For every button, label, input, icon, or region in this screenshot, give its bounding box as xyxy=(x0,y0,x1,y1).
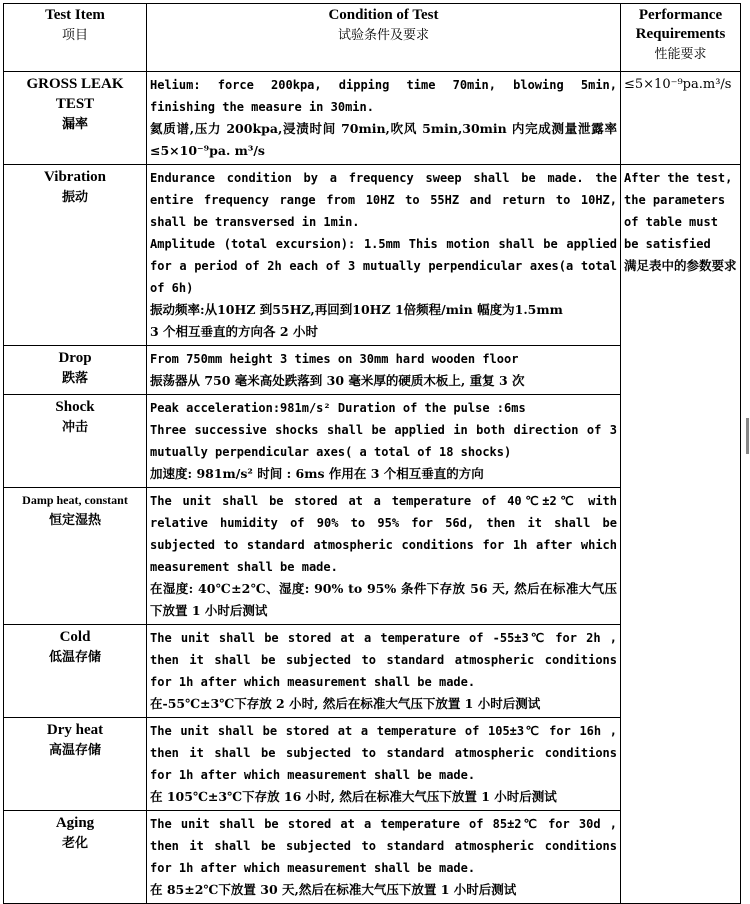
perf-en: After the test, the parameters of table must be satisfied xyxy=(624,171,733,251)
condition-line: The unit shall be stored at a temperature of 40℃±2℃ with relative humidity of 90% to 95% for 56d, then it shall be subjected to standard atmospheric conditions for 1h after which measurement shall be made. xyxy=(150,494,617,574)
condition-line: 在 85±2℃下放置 30 天,然后在标准大气压下放置 1 小时后测试 xyxy=(150,882,517,897)
item-zh: 冲击 xyxy=(61,419,88,434)
header-performance-zh: 性能要求 xyxy=(654,46,707,61)
header-test-item-zh: 项目 xyxy=(61,27,88,42)
header-performance xyxy=(621,4,741,72)
condition-line: 氦质谱,压力 200kpa,浸渍时间 70min,吹风 5min,30min 内完成测量泄露率≤5×10⁻⁹pa. m³/s xyxy=(150,121,617,158)
item-en: Damp heat, constant xyxy=(22,493,128,507)
row-condition xyxy=(147,625,621,718)
row-performance: ≤5×10⁻⁹pa.m³/s xyxy=(621,72,741,165)
item-zh: 跌落 xyxy=(61,370,88,385)
row-item-aging xyxy=(4,811,147,904)
condition-line: The unit shall be stored at a temperature of 105±3℃ for 16h , then it shall be subjected to standard atmospheric conditions for 1h after which measurement shall be made. xyxy=(150,724,617,782)
row-condition xyxy=(147,488,621,625)
row-condition xyxy=(147,718,621,811)
row-item-damp-heat xyxy=(4,488,147,625)
condition-line: 加速度: 981m/s² 时间 : 6ms 作用在 3 个相互垂直的方向 xyxy=(150,466,484,481)
item-zh: 振动 xyxy=(61,189,88,204)
row-condition xyxy=(147,811,621,904)
item-en: Vibration xyxy=(44,169,106,185)
table-row xyxy=(4,72,741,165)
perf-zh: 满足表中的参数要求 xyxy=(624,258,737,273)
item-zh: 老化 xyxy=(61,835,88,850)
item-en: Aging xyxy=(55,815,95,831)
item-en: Dry heat xyxy=(46,722,104,738)
header-test-item xyxy=(4,4,147,72)
header-performance-en1: Performance xyxy=(638,7,723,23)
condition-line: 振动频率:从10HZ 到55HZ,再回到10HZ 1倍频程/min 幅度为1.5mm xyxy=(150,302,563,317)
condition-line: Amplitude (total excursion): 1.5mm This motion shall be applied for a period of 2h each of 3 mutually perpendicular axes(a total of 6h) xyxy=(150,237,617,295)
table-row xyxy=(4,165,741,346)
item-zh: 恒定湿热 xyxy=(48,512,101,527)
row-item-vibration xyxy=(4,165,147,346)
row-item-gross-leak xyxy=(4,72,147,165)
scrollbar-thumb[interactable] xyxy=(746,418,749,454)
item-zh: 高温存储 xyxy=(48,742,101,757)
condition-line: Endurance condition by a frequency sweep shall be made. the entire frequency range from 10HZ to 55HZ and return to 10HZ, shall be transversed in 1min. xyxy=(150,171,617,229)
condition-line: The unit shall be stored at a temperature of 85±2℃ for 30d , then it shall be subjected to standard atmospheric conditions for 1h after which measurement shall be made. xyxy=(150,817,617,875)
test-spec-table xyxy=(3,3,741,904)
header-condition xyxy=(147,4,621,72)
condition-line: 在 105℃±3℃下存放 16 小时, 然后在标准大气压下放置 1 小时后测试 xyxy=(150,789,557,804)
condition-line: 3 个相互垂直的方向各 2 小时 xyxy=(150,324,318,339)
header-test-item-en: Test Item xyxy=(45,7,105,23)
condition-line: 在湿度: 40℃±2℃、湿度: 90% to 95% 条件下存放 56 天, 然后在标准大气压下放置 1 小时后测试 xyxy=(150,581,617,618)
row-condition xyxy=(147,165,621,346)
condition-line: 在-55℃±3℃下存放 2 小时, 然后在标准大气压下放置 1 小时后测试 xyxy=(150,696,541,711)
item-en: Cold xyxy=(59,629,91,645)
row-condition xyxy=(147,395,621,488)
condition-line: 振荡器从 750 毫米高处跌落到 30 毫米厚的硬质木板上, 重复 3 次 xyxy=(150,373,525,388)
condition-line: Three successive shocks shall be applied in both direction of 3 mutually perpendicular axes( a total of 18 shocks) xyxy=(150,423,617,459)
item-en: Shock xyxy=(55,399,95,415)
condition-line: The unit shall be stored at a temperature of -55±3℃ for 2h , then it shall be subjected to standard atmospheric conditions for 1h after which measurement shall be made. xyxy=(150,631,617,689)
row-item-shock xyxy=(4,395,147,488)
row-condition xyxy=(147,72,621,165)
item-zh: 低温存储 xyxy=(48,649,101,664)
header-condition-zh: 试验条件及要求 xyxy=(337,27,429,42)
condition-line: From 750mm height 3 times on 30mm hard wooden floor xyxy=(150,352,519,366)
header-condition-en: Condition of Test xyxy=(328,7,439,23)
item-en: GROSS LEAK TEST xyxy=(26,76,124,112)
row-item-cold xyxy=(4,625,147,718)
item-zh: 漏率 xyxy=(61,116,88,131)
row-condition xyxy=(147,346,621,395)
row-item-dry-heat xyxy=(4,718,147,811)
header-row xyxy=(4,4,741,72)
shared-performance-cell xyxy=(621,165,741,904)
row-item-drop xyxy=(4,346,147,395)
item-en: Drop xyxy=(58,350,92,366)
condition-line: Helium: force 200kpa, dipping time 70min, blowing 5min, finishing the measure in 30min. xyxy=(150,78,617,114)
condition-line: Peak acceleration:981m/s² Duration of the pulse :6ms xyxy=(150,401,526,415)
header-performance-en2: Requirements xyxy=(635,26,726,42)
